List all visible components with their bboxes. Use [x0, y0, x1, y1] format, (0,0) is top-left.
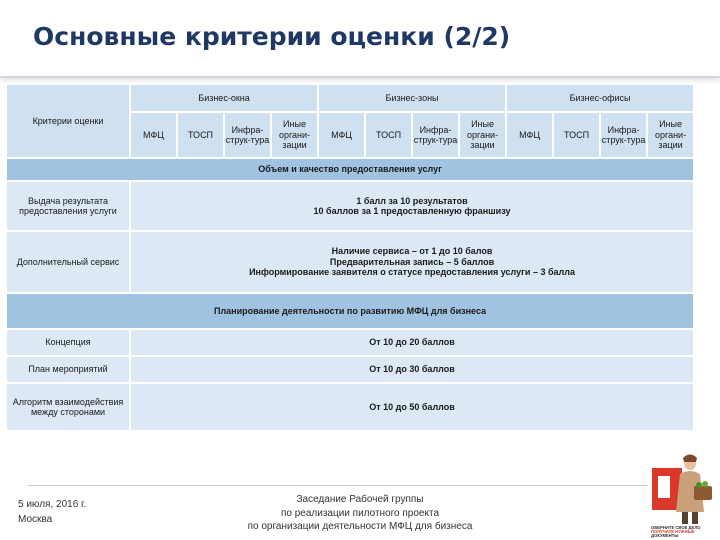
subheader-tosp: ТОСП: [177, 112, 224, 158]
logo-caption: ПОЛУЧИТЕ НУЖНЫЕ: [651, 529, 695, 534]
section-title-service-volume: Объем и качество предоставления услуг: [6, 158, 694, 181]
page-title: Основные критерии оценки (2/2): [33, 22, 511, 51]
subheader-tosp: ТОСП: [553, 112, 600, 158]
value-line: 1 балл за 10 результатов: [356, 195, 468, 206]
group-header-business-windows: Бизнес-окна: [130, 84, 318, 112]
mascot-basket: [694, 486, 712, 500]
row-label-result-issuance: Выдача результата предоставления услуги: [6, 181, 130, 231]
row-value-concept: От 10 до 20 баллов: [130, 329, 694, 356]
subheader-infrastructure: Инфра-струк-тура: [412, 112, 459, 158]
row-label-action-plan: План мероприятий: [6, 356, 130, 383]
footer-divider: [28, 485, 648, 486]
meeting-line: по организации деятельности МФЦ для бизнеса: [247, 521, 473, 532]
logo-caption: ДОКУМЕНТЫ: [651, 533, 679, 538]
mascot-hair: [683, 455, 697, 463]
row-label-concept: Концепция: [6, 329, 130, 356]
section-title-planning: Планирование деятельности по развитию МФЦ для бизнеса: [6, 293, 694, 329]
footer-date: 5 июля, 2016 г.: [18, 499, 87, 510]
meeting-line: Заседание Рабочей группы: [296, 494, 424, 505]
group-header-business-zones: Бизнес-зоны: [318, 84, 506, 112]
mascot-leg: [682, 512, 688, 524]
row-value-action-plan: От 10 до 30 баллов: [130, 356, 694, 383]
value-line: 10 баллов за 1 предоставленную франшизу: [313, 206, 511, 216]
basket-plant: [696, 482, 702, 488]
subheader-other-organizations: Иные органи-зации: [647, 112, 694, 158]
mascot-leg: [692, 512, 698, 524]
subheader-infrastructure: Инфра-струк-тура: [224, 112, 271, 158]
row-label-additional-service: Дополнительный сервис: [6, 231, 130, 293]
criteria-header: Критерии оценки: [6, 84, 130, 158]
value-line: Наличие сервиса – от 1 до 10 балов: [331, 246, 493, 257]
row-value-additional-service: [130, 231, 694, 293]
logo-caption: ОБЕРНИТЕ СВОЕ ДЕЛО: [651, 525, 701, 530]
subheader-infrastructure: Инфра-струк-тура: [600, 112, 647, 158]
subheader-mfc: МФЦ: [130, 112, 177, 158]
row-value-result-issuance: [130, 181, 694, 231]
subheader-other-organizations: Иные органи-зации: [271, 112, 318, 158]
subheader-mfc: МФЦ: [506, 112, 553, 158]
footer-date-block: [18, 497, 86, 527]
footer-meeting: [225, 493, 495, 534]
value-line: Предварительная запись – 5 баллов: [329, 256, 495, 267]
row-value-interaction-algorithm: От 10 до 50 баллов: [130, 383, 694, 431]
footer-city: Москва: [18, 514, 53, 525]
value-line: Информирование заявителя о статусе предоставления услуги – 3 балла: [249, 267, 575, 278]
subheader-mfc: МФЦ: [318, 112, 365, 158]
row-label-interaction-algorithm: Алгоритм взаимодействия между сторонами: [6, 383, 130, 431]
meeting-line: по реализации пилотного проекта: [280, 507, 440, 519]
subheader-tosp: ТОСП: [365, 112, 412, 158]
group-header-business-offices: Бизнес-офисы: [506, 84, 694, 112]
mfc-mascot-logo: [650, 452, 716, 538]
logo-white-notch: [658, 476, 670, 498]
title-band: [0, 0, 720, 78]
subheader-other-organizations: Иные органи-зации: [459, 112, 506, 158]
basket-plant: [702, 481, 708, 487]
criteria-table: [5, 83, 695, 432]
